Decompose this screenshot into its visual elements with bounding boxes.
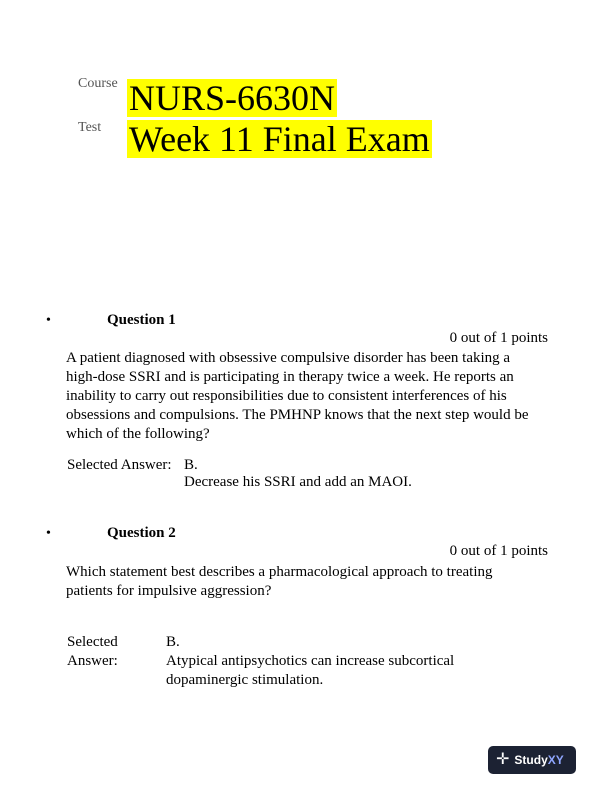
logo-accent-text: XY	[547, 753, 564, 767]
course-code: NURS-6630N	[129, 78, 336, 118]
test-title: Week 11 Final Exam	[129, 119, 430, 159]
question-2-points: 0 out of 1 points	[449, 543, 548, 559]
question-bullet: •	[46, 526, 51, 541]
question-1-selected-label: Selected Answer:	[67, 457, 172, 473]
question-2-text: Which statement best describes a pharmacological approach to treating patients for impulsive aggression?	[66, 564, 493, 599]
question-2-answer-label: Answer:	[67, 653, 118, 669]
question-1-answer-text: Decrease his SSRI and add an MAOI.	[184, 474, 412, 490]
question-2-selected-label: Selected	[67, 634, 118, 650]
question-1-answer-letter: B.	[184, 457, 198, 473]
question-bullet: •	[46, 313, 51, 328]
question-2-title: Question 2	[107, 525, 176, 541]
question-2-answer-letter: B.	[166, 634, 180, 650]
question-1-text: A patient diagnosed with obsessive compulsive disorder has been taking a high-dose SSRI and is participating in therapy twice a week. He reports an inability to carry out responsibilities due to consistent interferences of his obsessions and compulsions. The PMHNP knows that the next step would be which of the following?	[66, 350, 529, 442]
question-1-points: 0 out of 1 points	[449, 330, 548, 346]
plus-icon: ✛	[496, 751, 510, 768]
test-label: Test	[78, 120, 102, 135]
question-2-answer-text: Atypical antipsychotics can increase subcortical dopaminergic stimulation.	[166, 653, 455, 688]
logo-text: Study	[514, 753, 548, 767]
question-1-title: Question 1	[107, 312, 176, 328]
course-label: Course	[78, 76, 118, 91]
studyxy-logo-badge[interactable]	[488, 746, 576, 774]
